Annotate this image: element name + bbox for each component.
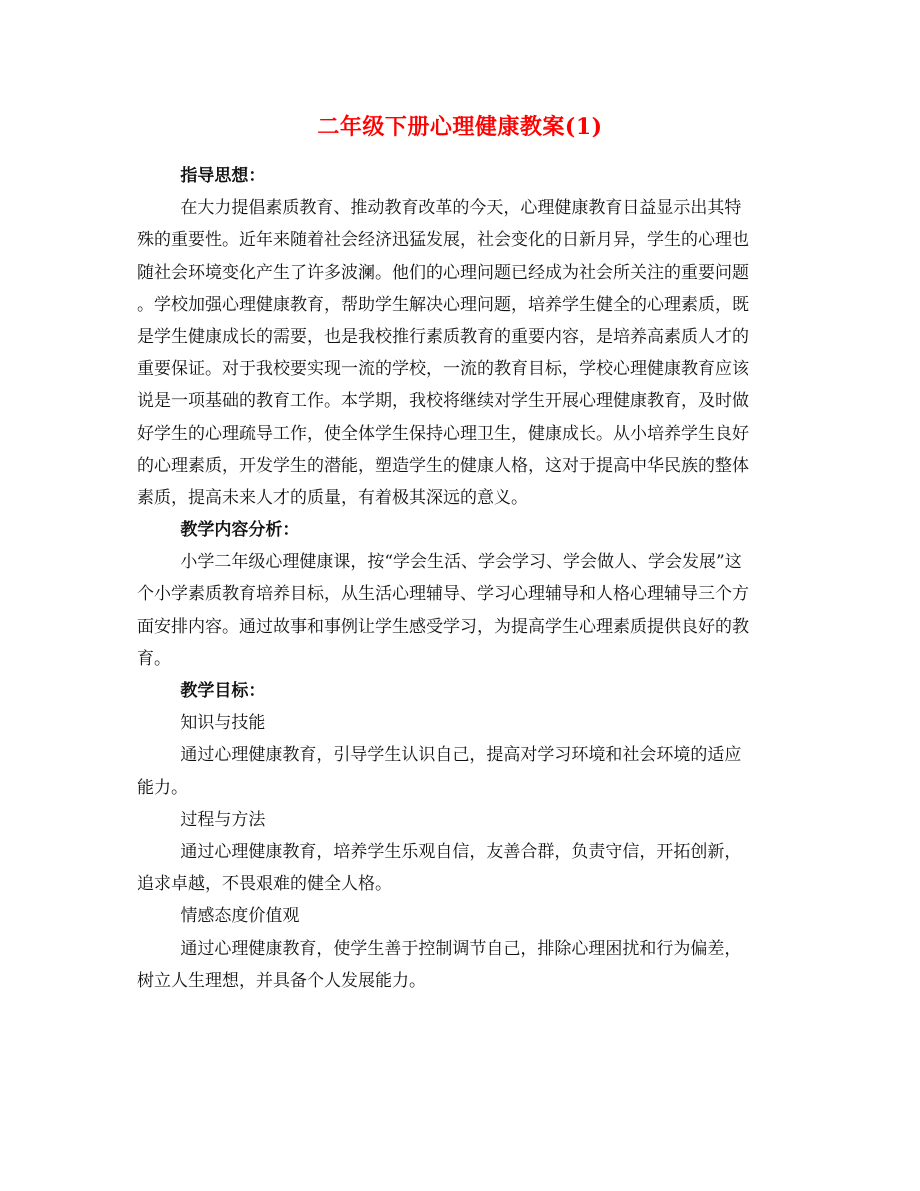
paragraph-line: 是学生健康成长的需要，也是我校推行素质教育的重要内容，是培养高素质人才的 [137, 326, 749, 347]
paragraph-line: 的心理素质，开发学生的潜能，塑造学生的健康人格，这对于提高中华民族的整体 [137, 455, 749, 476]
goal-label-process: 过程与方法 [180, 809, 266, 830]
document-body [137, 160, 789, 997]
paragraph-line: 小学二年级心理健康课，按“学会生活、学会学习、学会做人、学会发展”这 [180, 552, 742, 573]
document-title: 二年级下册心理健康教案(1) [317, 114, 603, 140]
paragraph-line: 殊的重要性。近年来随着社会经济迅猛发展，社会变化的日新月异，学生的心理也 [137, 230, 749, 251]
goal-label-knowledge: 知识与技能 [180, 713, 266, 734]
paragraph-line: 个小学素质教育培养目标，从生活心理辅导、学习心理辅导和人格心理辅导三个方 [137, 584, 749, 605]
paragraph-line: 追求卓越，不畏艰难的健全人格。 [137, 874, 392, 895]
paragraph-line: 随社会环境变化产生了许多波澜。他们的心理问题已经成为社会所关注的重要问题 [137, 262, 749, 283]
paragraph-line: 素质，提高未来人才的质量，有着极其深远的意义。 [137, 487, 528, 508]
paragraph-line: 树立人生理想，并具备个人发展能力。 [137, 970, 426, 991]
paragraph-line: 育。 [137, 648, 171, 669]
paragraph-line: 通过心理健康教育，引导学生认识自己，提高对学习环境和社会环境的适应 [180, 745, 742, 766]
paragraph-line: 通过心理健康教育，使学生善于控制调节自己，排除心理困扰和行为偏差， [180, 938, 742, 959]
section-heading-content-analysis: 教学内容分析： [180, 520, 300, 541]
paragraph-line: 通过心理健康教育，培养学生乐观自信，友善合群，负责守信，开拓创新， [180, 841, 742, 862]
goal-label-emotion: 情感态度价值观 [180, 906, 300, 927]
paragraph-line: 能力。 [137, 777, 188, 798]
paragraph-line: 面安排内容。通过故事和事例让学生感受学习，为提高学生心理素质提供良好的教 [137, 616, 749, 637]
paragraph-line: 说是一项基础的教育工作。本学期，我校将继续对学生开展心理健康教育，及时做 [137, 391, 749, 412]
section-heading-guiding-thought: 指导思想： [180, 166, 266, 186]
paragraph-line: 好学生的心理疏导工作，使全体学生保持心理卫生，健康成长。从小培养学生良好 [137, 423, 749, 444]
paragraph-line: 在大力提倡素质教育、推动教育改革的今天，心理健康教育日益显示出其特 [180, 198, 742, 219]
paragraph-line: 重要保证。对于我校要实现一流的学校，一流的教育目标，学校心理健康教育应该 [137, 359, 749, 380]
section-heading-teaching-goals: 教学目标： [180, 681, 266, 701]
paragraph-line: 。学校加强心理健康教育，帮助学生解决心理问题，培养学生健全的心理素质，既 [137, 294, 749, 315]
